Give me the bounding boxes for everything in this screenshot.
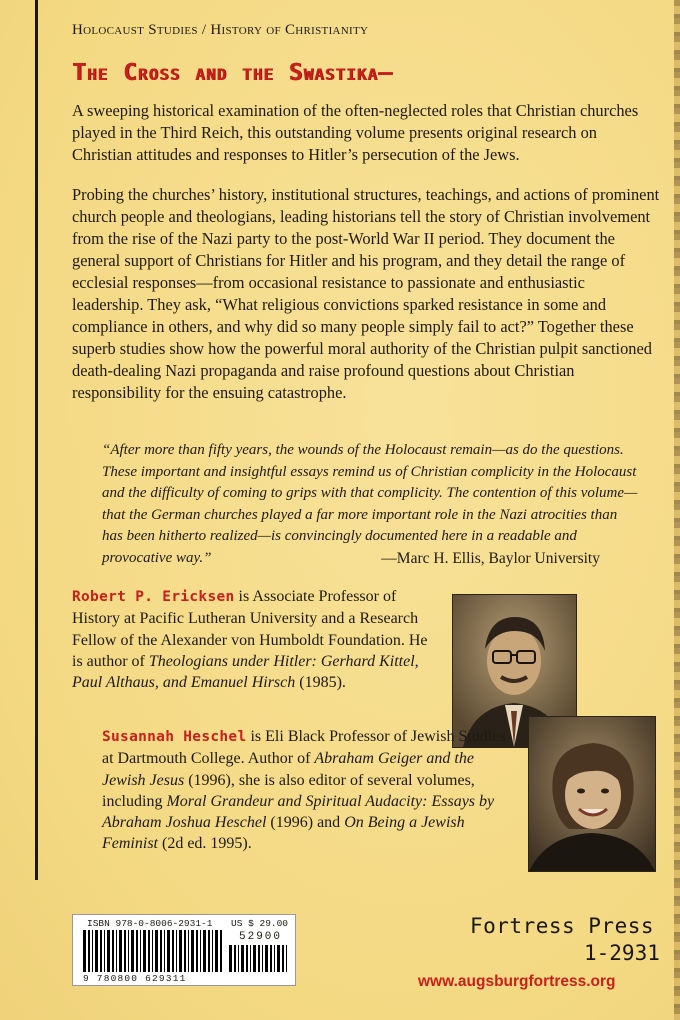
barcode-bar bbox=[270, 945, 272, 972]
barcode-bar bbox=[92, 930, 93, 972]
price-code: 52900 bbox=[239, 931, 283, 943]
author-bio-heschel bbox=[102, 726, 512, 855]
barcode-bar bbox=[241, 945, 244, 972]
barcode-bar bbox=[95, 930, 98, 972]
barcode-bar bbox=[131, 930, 134, 972]
barcode-digits: 9 780800 629311 bbox=[83, 973, 187, 984]
book-title: Moral Grandeur and Spiritual Audacity: Essays by Abraham Joshua Heschel bbox=[102, 792, 495, 832]
cover-edge bbox=[674, 0, 680, 1020]
author-name-ericksen: Robert P. Ericksen bbox=[72, 589, 235, 605]
barcode-bar bbox=[246, 945, 248, 972]
author-bio-ericksen bbox=[72, 586, 442, 693]
bio-text: (2d ed. 1995). bbox=[158, 835, 252, 853]
price-text: US $ 29.00 bbox=[231, 918, 289, 929]
barcode-bar bbox=[215, 930, 218, 972]
publisher-website[interactable]: www.augsburgfortress.org bbox=[418, 973, 616, 990]
barcode-bar bbox=[196, 930, 198, 972]
barcode-bar bbox=[112, 930, 114, 972]
barcode-bar bbox=[83, 930, 86, 972]
headline: The Cross and the Swastika— bbox=[72, 60, 393, 86]
barcode-bar bbox=[100, 930, 102, 972]
author-photo-heschel bbox=[528, 716, 656, 872]
barcode-bar bbox=[253, 945, 256, 972]
barcode-bar bbox=[274, 945, 275, 972]
spine-rule bbox=[35, 0, 38, 880]
price-barcode-bars bbox=[229, 945, 289, 972]
book-title: Theologians under Hitler: Gerhard Kittel, Paul Althaus, and Emanuel Hirsch bbox=[72, 652, 419, 692]
barcode-bar bbox=[191, 930, 194, 972]
bio-text: is Eli Black Professor of Jewish Studies at Dartmouth College. Author of bbox=[102, 728, 506, 768]
barcode-bar bbox=[188, 930, 189, 972]
barcode-bar bbox=[160, 930, 162, 972]
quote-attribution: —Marc H. Ellis, Baylor University bbox=[381, 550, 600, 567]
heschel-portrait bbox=[529, 717, 655, 871]
barcode-bar bbox=[203, 930, 206, 972]
category-line: Holocaust Studies / History of Christianity bbox=[72, 22, 369, 38]
barcode-label bbox=[72, 914, 296, 986]
barcode-bar bbox=[277, 945, 280, 972]
barcode-bar bbox=[152, 930, 153, 972]
bio-text: (1985). bbox=[295, 674, 346, 692]
publisher-code: 1-2931 bbox=[584, 941, 660, 965]
description-paragraph-2: Probing the churches’ history, institutional structures, teachings, and actions of prominent church people and theologians, leading historians tell the story of Christian involvement from the rise of the Nazi party to the post-World War II period. They document the general support of Christians for Hitler and his program, and they detail the range of ecclesial responses—from occasional resistance to passionate and enthusiastic leadership. They ask, “What religious convictions sparked resistance in some and compliance in others, and why did so many people simply fail to act?” Together these superb studies show how the powerful moral authority of the Christian pulpit sanctioned death-dealing Nazi propaganda and raise profound questions about Christian responsibility for the ensuing catastrophe. bbox=[72, 185, 660, 402]
book-title: Abraham Geiger and the Jewish Jesus bbox=[102, 750, 474, 789]
barcode-bar bbox=[262, 945, 263, 972]
barcode-bar bbox=[88, 930, 90, 972]
barcode-bar bbox=[286, 945, 287, 972]
barcode-bar bbox=[212, 930, 213, 972]
barcode-bar bbox=[200, 930, 201, 972]
barcode-bar bbox=[116, 930, 117, 972]
barcode-bar bbox=[128, 930, 129, 972]
barcode-bar bbox=[119, 930, 122, 972]
barcode-bar bbox=[104, 930, 105, 972]
barcode-bar bbox=[155, 930, 158, 972]
barcode-bar bbox=[238, 945, 239, 972]
barcode-bar bbox=[167, 930, 170, 972]
barcode-bar bbox=[179, 930, 182, 972]
barcode-bar bbox=[140, 930, 141, 972]
barcode-bars bbox=[83, 930, 223, 972]
barcode-bar bbox=[258, 945, 260, 972]
barcode-bar bbox=[124, 930, 126, 972]
endorsement-quote: “After more than fifty years, the wounds of the Holocaust remain—as do the questions. These important and insightful essays remind us of Christian complicity in the Holocaust and the difficulty of coming to grips with that complicity. The contention of this volume—that the German churches played a far more important role in the Nazi atrocities than has been hitherto realized—is convincingly documented here in a readable and provocative way.” bbox=[102, 442, 638, 566]
barcode-bar bbox=[265, 945, 268, 972]
barcode-bar bbox=[164, 930, 165, 972]
barcode-bar bbox=[282, 945, 284, 972]
barcode-bar bbox=[220, 930, 222, 972]
barcode-bar bbox=[208, 930, 210, 972]
barcode-bar bbox=[234, 945, 236, 972]
bio-text: is Associate Professor of History at Pacific Lutheran University and a Research Fellow of the Alexander von Humboldt Foundation. He is author of bbox=[72, 588, 428, 670]
barcode-bar bbox=[143, 930, 146, 972]
isbn-text: ISBN 978-0-8006-2931-1 bbox=[87, 918, 213, 929]
barcode-bar bbox=[148, 930, 150, 972]
description-paragraph-1: A sweeping historical examination of the often-neglected roles that Christian churches played in the Third Reich, this outstanding volume presents original research on Christian attitudes and responses to Hitler’s persecution of the Jews. bbox=[72, 101, 639, 164]
bio-text: (1996), she is also editor of several volumes, including bbox=[102, 771, 475, 810]
barcode-bar bbox=[229, 945, 232, 972]
publisher-name: Fortress Press bbox=[470, 914, 655, 938]
barcode-bar bbox=[184, 930, 186, 972]
book-title: On Being a Jewish Feminist bbox=[102, 814, 465, 853]
barcode-bar bbox=[250, 945, 251, 972]
bio-text: (1996) and bbox=[266, 814, 345, 832]
barcode-bar bbox=[136, 930, 138, 972]
author-name-heschel: Susannah Heschel bbox=[102, 729, 247, 745]
barcode-bar bbox=[176, 930, 177, 972]
barcode-bar bbox=[172, 930, 174, 972]
barcode-bar bbox=[107, 930, 110, 972]
